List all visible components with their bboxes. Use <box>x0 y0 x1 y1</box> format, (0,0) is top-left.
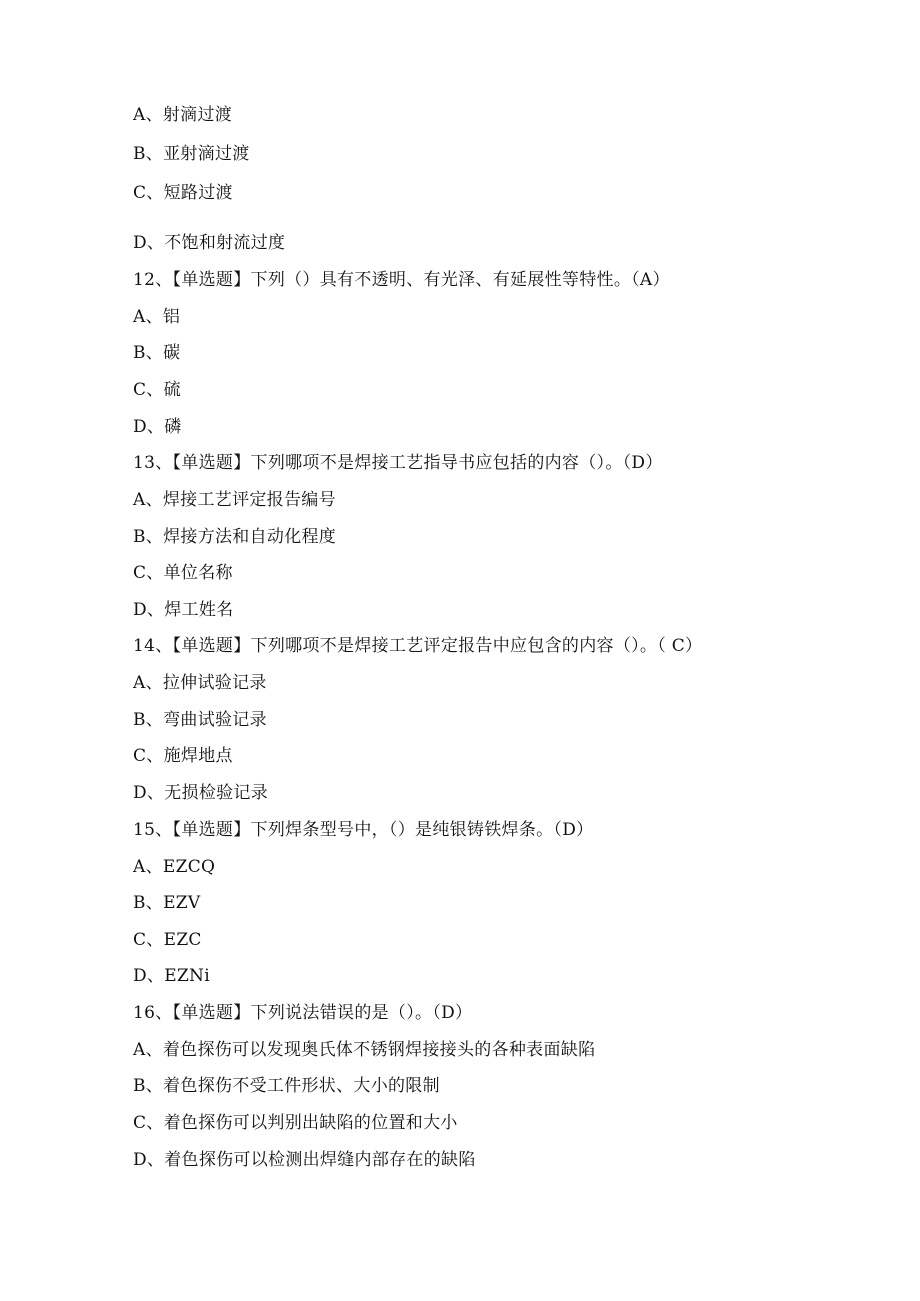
q15-option-a: A、EZCQ <box>133 857 216 877</box>
q12-option-d: D、磷 <box>133 417 182 437</box>
q12-question: 12、【单选题】下列（）具有不透明、有光泽、有延展性等特性。（A） <box>133 270 670 290</box>
q15-question: 15、【单选题】下列焊条型号中，（）是纯银铸铁焊条。（D） <box>133 820 594 840</box>
q11-option-c: C、短路过渡 <box>133 183 233 203</box>
q12-option-a: A、铝 <box>133 307 181 327</box>
q16-option-b: B、着色探伤不受工件形状、大小的限制 <box>133 1076 440 1096</box>
q12-option-c: C、硫 <box>133 380 181 400</box>
q14-option-c: C、施焊地点 <box>133 746 233 766</box>
q14-option-a: A、拉伸试验记录 <box>133 673 267 693</box>
q13-option-c: C、单位名称 <box>133 563 233 583</box>
q16-question: 16、【单选题】下列说法错误的是（）。（D） <box>133 1003 473 1023</box>
q12-option-b: B、碳 <box>133 343 181 363</box>
q11-option-d: D、不饱和射流过度 <box>133 233 286 253</box>
q14-option-d: D、无损检验记录 <box>133 783 269 803</box>
q13-option-d: D、焊工姓名 <box>133 600 234 620</box>
q13-question: 13、【单选题】下列哪项不是焊接工艺指导书应包括的内容（）。（D） <box>133 453 663 473</box>
q15-option-b: B、EZV <box>133 893 201 913</box>
q13-option-a: A、焊接工艺评定报告编号 <box>133 490 336 510</box>
q11-option-a: A、射滴过渡 <box>133 105 233 125</box>
q14-option-b: B、弯曲试验记录 <box>133 710 267 730</box>
q14-question: 14、【单选题】下列哪项不是焊接工艺评定报告中应包含的内容（）。（ C） <box>133 636 703 656</box>
q16-option-c: C、着色探伤可以判别出缺陷的位置和大小 <box>133 1113 458 1133</box>
q16-option-a: A、着色探伤可以发现奥氏体不锈钢焊接接头的各种表面缺陷 <box>133 1040 596 1060</box>
q15-option-d: D、EZNi <box>133 966 210 986</box>
q11-option-b: B、亚射滴过渡 <box>133 144 250 164</box>
q15-option-c: C、EZC <box>133 930 202 950</box>
q13-option-b: B、焊接方法和自动化程度 <box>133 527 337 547</box>
q16-option-d: D、着色探伤可以检测出焊缝内部存在的缺陷 <box>133 1150 476 1170</box>
